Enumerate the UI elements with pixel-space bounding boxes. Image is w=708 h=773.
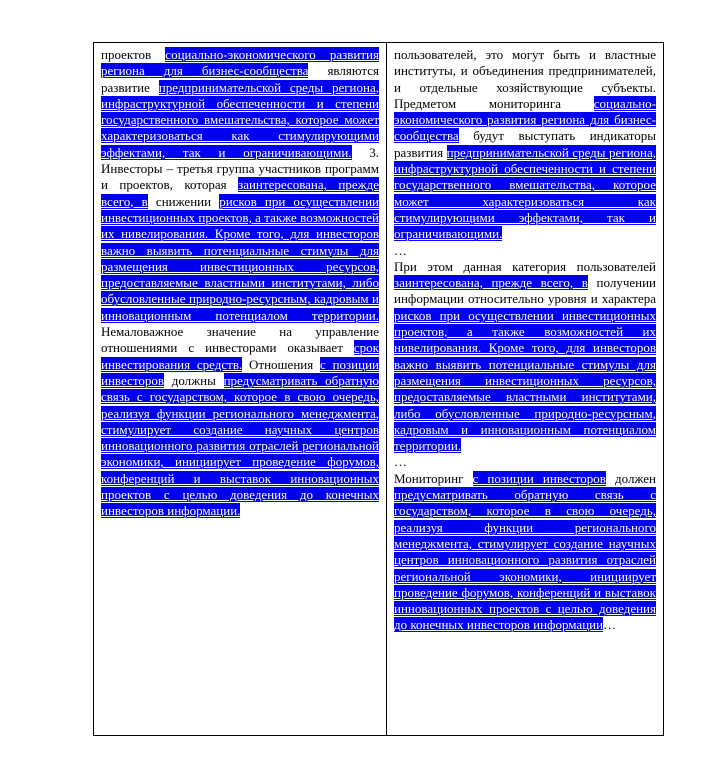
text-segment: При этом данная категория пользователей — [394, 258, 656, 274]
text-segment: с позиции инвесторов — [101, 356, 379, 388]
right-paragraph-2 — [394, 259, 656, 455]
right-column — [387, 43, 663, 735]
text-segment: должны — [164, 372, 224, 388]
text-segment: снижении — [147, 193, 220, 209]
text-segment: предпринимательской среды региона, инфраструктурной обеспеченности и степени государственного вмешательства, которое может характеризоваться как стимулирующими эффектами, так и ограничивающими. — [394, 144, 656, 242]
text-segment: … — [394, 242, 407, 258]
comparison-table — [93, 42, 664, 736]
text-segment: пользователей, это могут быть и властные институты, и объединения предпринимателей, и отдельные хозяйствующие субъекты. Предметом мониторинга — [394, 47, 656, 111]
text-segment: Немаловажное значение на управление отношениями с инвесторами оказывает — [101, 324, 379, 356]
text-segment: срок инвестирования средств. — [101, 340, 379, 372]
text-segment: социально-экономического развития региона для бизнес-сообщества — [101, 47, 379, 79]
text-segment: предусматривать обратную связь с государством, которое в свою очередь, реализуя функции регионального менеджмента, стимулирует создание научных центров инновационного развития отраслей региональной экономики, инициирует проведение форумов, конференций и выставок инновационных проектов с целью доведения до конечных инвесторов информации. — [101, 372, 380, 519]
text-segment: рисков при осуществлении инвестиционных проектов, а также возможностей их нивелирования. Кроме того, для инвесторов важно выявить потенциальные стимулы для размещения инвестиционных ресурсов, предоставляемые властными институтами, либо обусловленные природно-ресурсным, кадровым и инновационным потенциалом территории. — [394, 307, 656, 454]
text-segment: заинтересована, прежде всего, в — [101, 177, 379, 209]
text-segment: с позиции инвесторов — [472, 470, 606, 486]
right-paragraph-1 — [394, 47, 656, 243]
text-segment: являются развитие — [101, 63, 379, 95]
text-segment: … — [603, 617, 617, 633]
text-segment: будут выступать индикаторы развития — [394, 128, 656, 160]
text-segment: проектов — [101, 47, 166, 62]
ellipsis-paragraph — [394, 454, 656, 470]
text-segment: социально-экономического развития региона для бизнес-сообщества — [394, 95, 656, 144]
text-segment: рисков при осуществлении инвестиционных проектов, а также возможностей их нивелирования. Кроме того, для инвесторов важно выявить потенциальные стимулы для размещения инвестиционных ресурсов, предоставляемые властными институтами, либо обусловленные природно-ресурсным, кадровым и инновационным потенциалом территории. — [101, 193, 379, 323]
text-segment: заинтересована, прежде всего, в — [394, 275, 588, 291]
text-segment: должен — [605, 470, 656, 486]
ellipsis-paragraph — [394, 243, 656, 259]
right-paragraph-3 — [394, 471, 656, 634]
text-segment: предпринимательской среды региона, инфраструктурной обеспеченности и степени государственного вмешательства, которое может характеризоваться как стимулирующими эффектами, так и ограничивающими. — [101, 79, 379, 160]
text-segment: предусматривать обратную связь с государством, которое в свою очередь, реализуя функции регионального менеджмента, стимулирует создание научных центров инновационного развития отраслей региональной экономики, инициирует проведение форумов, конференций и выставок инновационных проектов с целью доведения до конечных инвесторов информации — [394, 487, 656, 633]
text-segment: Мониторинг — [394, 470, 473, 486]
text-segment: Отношения — [242, 356, 321, 372]
text-segment: … — [394, 454, 407, 470]
left-paragraph — [101, 47, 379, 520]
left-column — [94, 43, 387, 735]
text-segment: 3. Инвесторы – третья группа участников программ и проектов, которая — [101, 144, 380, 193]
text-segment: получении информации относительно уровня и характера — [394, 275, 656, 307]
